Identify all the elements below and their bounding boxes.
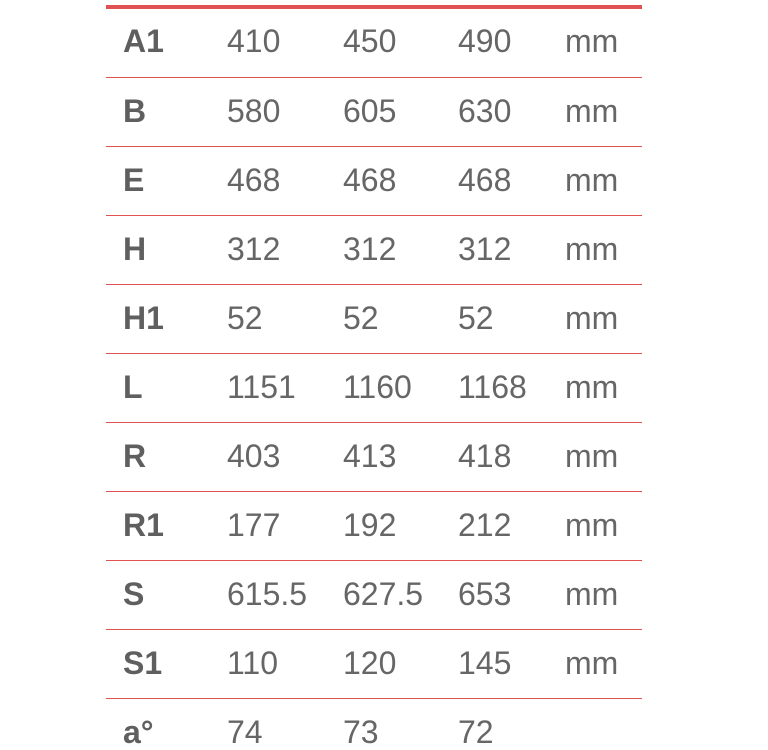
- value-size-3: 52: [458, 300, 494, 336]
- row-label: a°: [123, 714, 154, 750]
- value-size-2: 52: [343, 300, 379, 336]
- value-size-2: 312: [343, 231, 397, 267]
- value-size-3: 1168: [458, 369, 527, 405]
- table-row: [106, 216, 642, 285]
- row-label: B: [123, 93, 147, 129]
- value-size-1: 615.5: [227, 576, 308, 612]
- value-size-3: 312: [458, 231, 512, 267]
- value-size-1: 110: [227, 645, 279, 681]
- row-label: S1: [123, 645, 163, 681]
- value-size-1: 312: [227, 231, 281, 267]
- value-size-2: 450: [343, 23, 397, 59]
- value-size-3: 468: [458, 162, 512, 198]
- unit-label: mm: [565, 23, 619, 59]
- value-size-3: 490: [458, 23, 512, 59]
- unit-label: mm: [565, 369, 619, 405]
- value-size-3: 145: [458, 645, 512, 681]
- table-row: [106, 630, 642, 699]
- value-size-1: 177: [227, 507, 281, 543]
- value-size-1: 580: [227, 93, 281, 129]
- row-label: H1: [123, 300, 164, 336]
- value-size-2: 120: [343, 645, 397, 681]
- value-size-1: 410: [227, 23, 281, 59]
- value-size-1: 403: [227, 438, 281, 474]
- unit-label: mm: [565, 231, 619, 267]
- unit-label: mm: [565, 507, 619, 543]
- value-size-2: 73: [343, 714, 379, 750]
- row-label: L: [123, 369, 143, 405]
- table-row: [106, 285, 642, 354]
- table-row: [106, 492, 642, 561]
- unit-label: mm: [565, 576, 619, 612]
- row-label: E: [123, 162, 145, 198]
- geometry-table: [106, 0, 642, 750]
- unit-label: mm: [565, 93, 619, 129]
- value-size-3: 630: [458, 93, 512, 129]
- row-label: R1: [123, 507, 164, 543]
- value-size-3: 418: [458, 438, 512, 474]
- table-row: [106, 354, 642, 423]
- table-row: [106, 561, 642, 630]
- value-size-1: 1151: [227, 369, 296, 405]
- table-rows: [106, 9, 642, 750]
- value-size-2: 1160: [343, 369, 412, 405]
- unit-label: mm: [565, 438, 619, 474]
- value-size-3: 212: [458, 507, 512, 543]
- value-size-2: 192: [343, 507, 397, 543]
- table-row: [106, 78, 642, 147]
- value-size-3: 653: [458, 576, 512, 612]
- row-label: R: [123, 438, 147, 474]
- row-label: A1: [123, 23, 164, 59]
- row-label: S: [123, 576, 145, 612]
- value-size-2: 605: [343, 93, 397, 129]
- table-row: [106, 423, 642, 492]
- value-size-3: 72: [458, 714, 494, 750]
- unit-label: mm: [565, 645, 619, 681]
- table-row: [106, 147, 642, 216]
- value-size-1: 52: [227, 300, 263, 336]
- table-row: [106, 699, 642, 750]
- unit-label: mm: [565, 162, 619, 198]
- unit-label: mm: [565, 300, 619, 336]
- value-size-2: 627.5: [343, 576, 424, 612]
- value-size-1: 468: [227, 162, 281, 198]
- table-row: [106, 9, 642, 78]
- value-size-2: 413: [343, 438, 397, 474]
- value-size-2: 468: [343, 162, 397, 198]
- row-label: H: [123, 231, 147, 267]
- value-size-1: 74: [227, 714, 263, 750]
